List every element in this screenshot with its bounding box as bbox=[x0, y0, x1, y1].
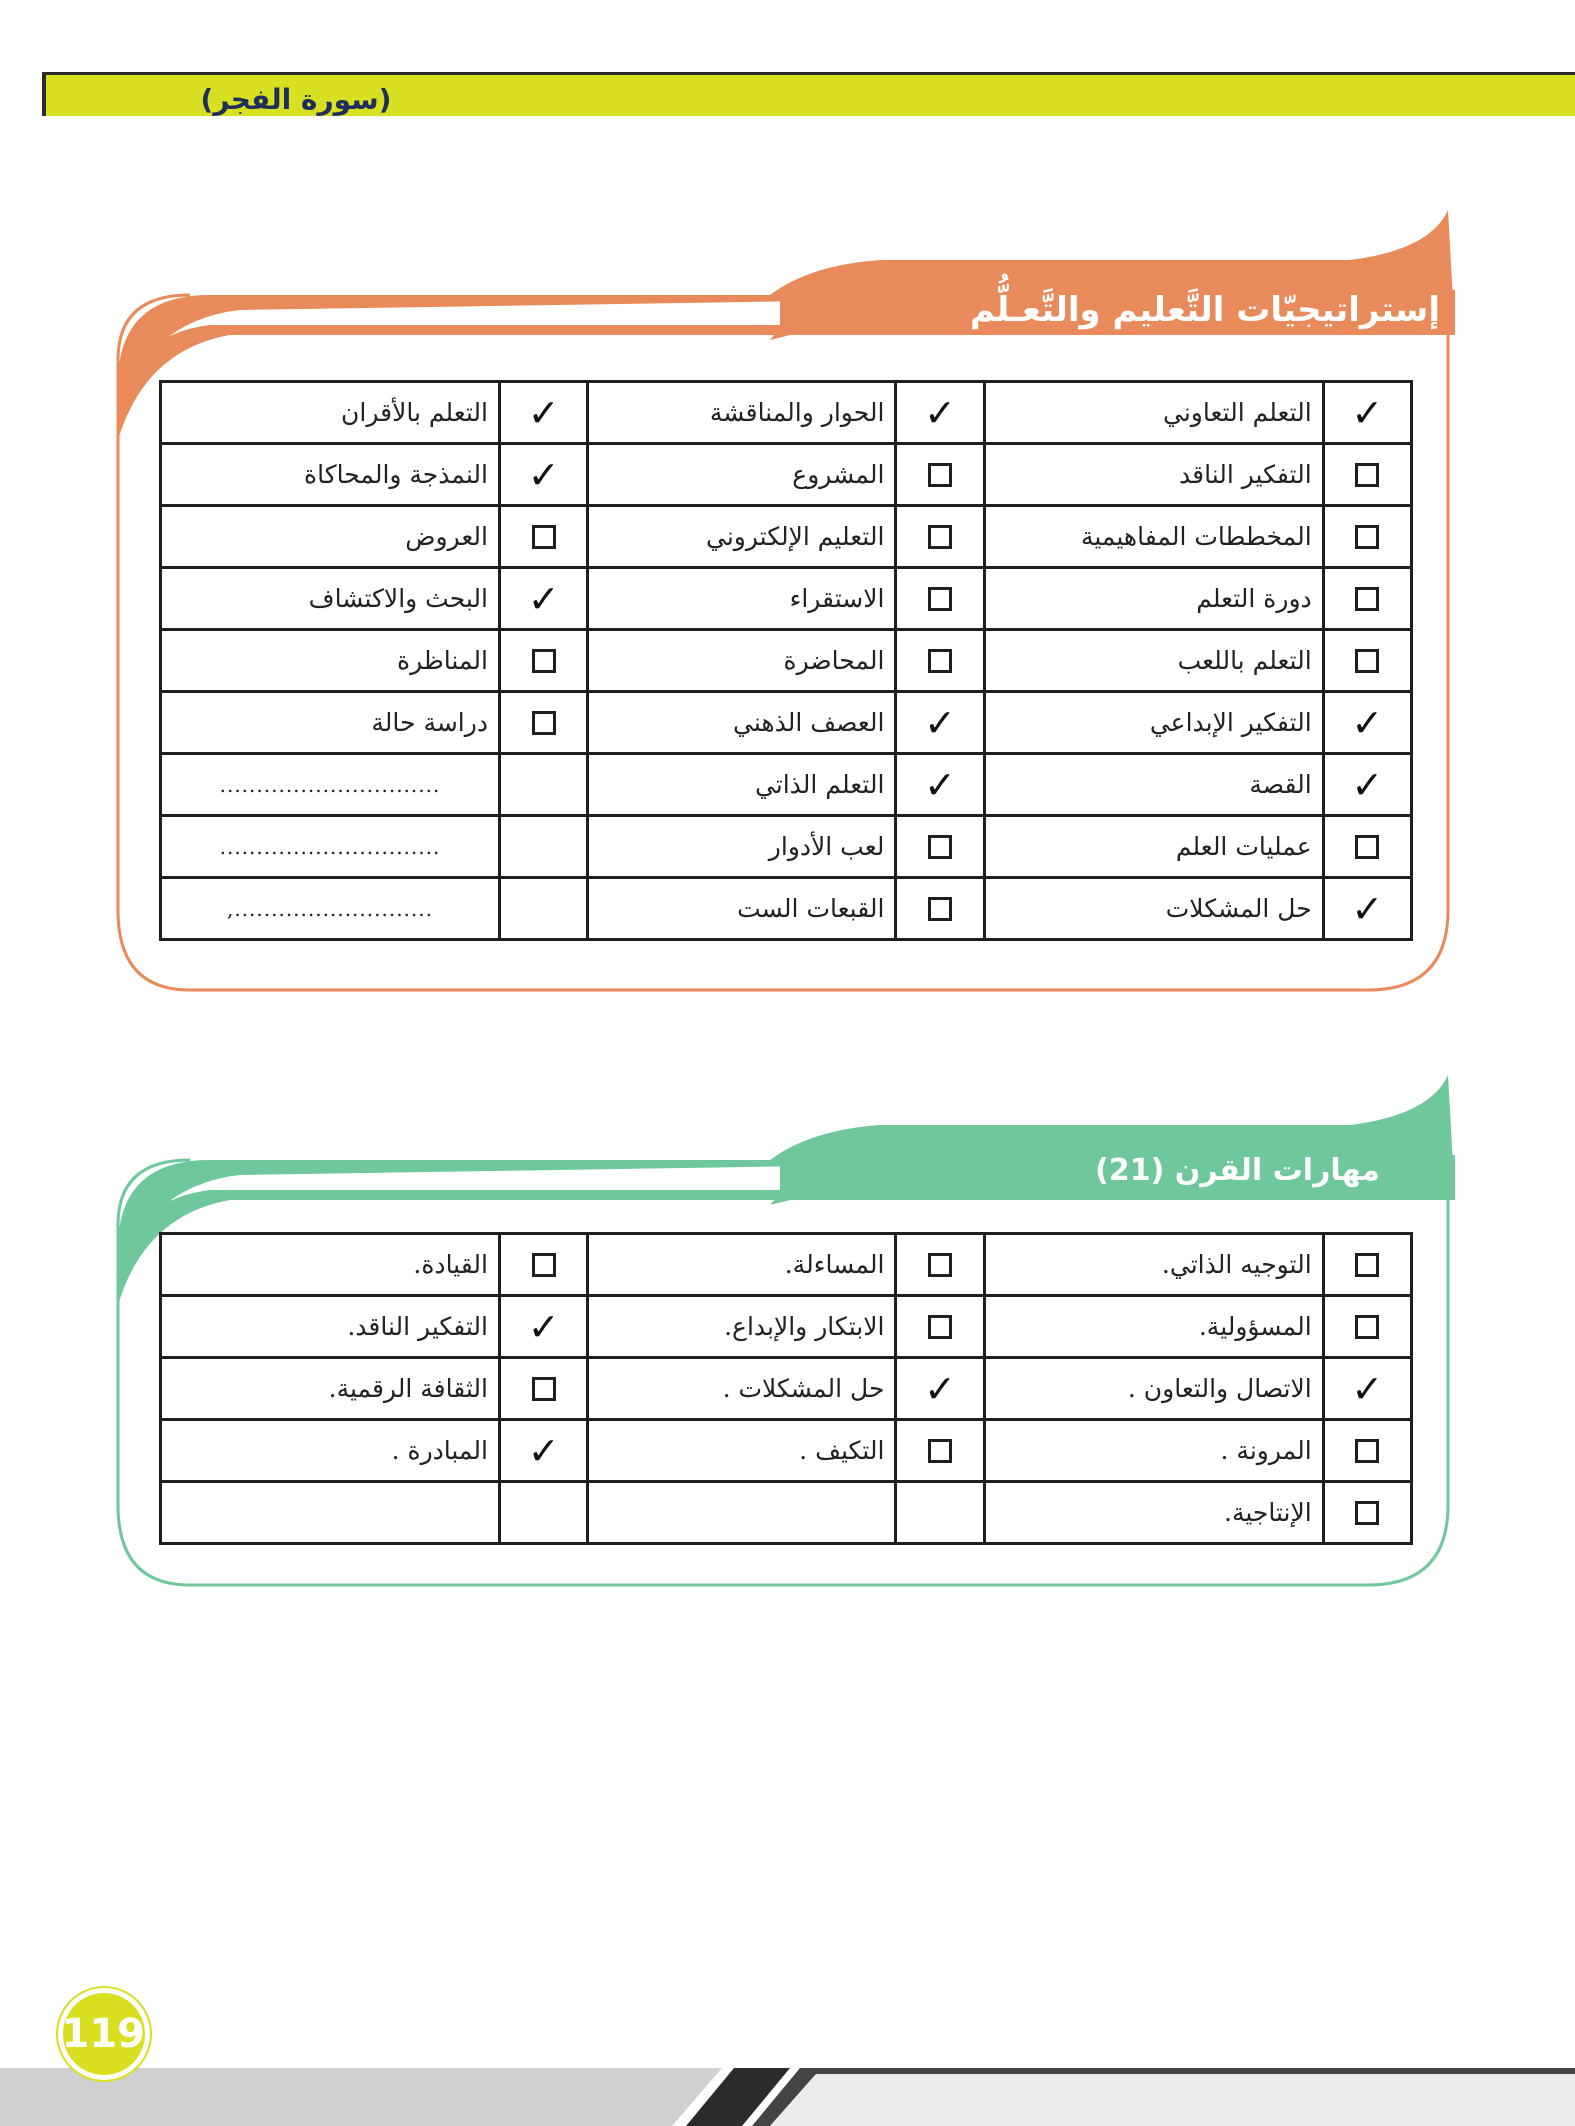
item-label: العصف الذهني bbox=[588, 692, 896, 754]
checkbox-cell[interactable] bbox=[1323, 878, 1411, 940]
checkbox-cell[interactable] bbox=[1323, 1482, 1411, 1544]
empty-checkbox-icon[interactable] bbox=[532, 1253, 556, 1277]
item-label: التعلم باللعب bbox=[984, 630, 1323, 692]
checkbox-cell[interactable] bbox=[896, 1234, 984, 1296]
empty-checkbox-icon[interactable] bbox=[1355, 1253, 1379, 1277]
item-label: التوجيه الذاتي. bbox=[984, 1234, 1323, 1296]
checkbox-cell[interactable] bbox=[896, 816, 984, 878]
checkbox-cell[interactable] bbox=[896, 754, 984, 816]
item-label: الابتكار والإبداع. bbox=[588, 1296, 896, 1358]
checkbox-cell[interactable] bbox=[499, 692, 587, 754]
empty-checkbox-icon[interactable] bbox=[928, 1315, 952, 1339]
table-row bbox=[161, 692, 1412, 754]
checkbox-cell bbox=[896, 1482, 984, 1544]
empty-checkbox-icon[interactable] bbox=[1355, 525, 1379, 549]
skills-section bbox=[110, 1075, 1460, 1595]
item-label: التعلم الذاتي bbox=[588, 754, 896, 816]
item-label: المخططات المفاهيمية bbox=[984, 506, 1323, 568]
empty-checkbox-icon[interactable] bbox=[1355, 1315, 1379, 1339]
item-label: المحاضرة bbox=[588, 630, 896, 692]
checkmark-icon[interactable]: ✓ bbox=[527, 452, 560, 497]
checkbox-cell[interactable] bbox=[896, 630, 984, 692]
item-label: .............................. bbox=[161, 754, 500, 816]
checkbox-cell bbox=[499, 1482, 587, 1544]
checkbox-cell[interactable] bbox=[896, 1358, 984, 1420]
checkbox-cell[interactable] bbox=[1323, 816, 1411, 878]
item-label: التفكير الإبداعي bbox=[984, 692, 1323, 754]
checkbox-cell[interactable] bbox=[499, 382, 587, 444]
checkbox-cell[interactable] bbox=[499, 1420, 587, 1482]
checkbox-cell[interactable] bbox=[499, 568, 587, 630]
item-label bbox=[161, 1482, 500, 1544]
checkmark-icon[interactable]: ✓ bbox=[1351, 762, 1384, 807]
item-label: البحث والاكتشاف bbox=[161, 568, 500, 630]
checkbox-cell[interactable] bbox=[896, 444, 984, 506]
checkbox-cell[interactable] bbox=[1323, 1358, 1411, 1420]
checkbox-cell[interactable] bbox=[499, 1358, 587, 1420]
empty-checkbox-icon[interactable] bbox=[532, 649, 556, 673]
table-row bbox=[161, 1296, 1412, 1358]
checkbox-cell[interactable] bbox=[1323, 1420, 1411, 1482]
table-row bbox=[161, 816, 1412, 878]
checkbox-cell[interactable] bbox=[499, 630, 587, 692]
table-row bbox=[161, 878, 1412, 940]
checkbox-cell[interactable] bbox=[1323, 754, 1411, 816]
item-label: .............................. bbox=[161, 816, 500, 878]
item-label: التعلم التعاوني bbox=[984, 382, 1323, 444]
item-label: المرونة . bbox=[984, 1420, 1323, 1482]
checkbox-cell[interactable] bbox=[1323, 568, 1411, 630]
checkbox-cell[interactable] bbox=[1323, 444, 1411, 506]
checkbox-cell bbox=[499, 816, 587, 878]
strategies-title: إستراتيجيّات التَّعليم والتَّعـلُّم bbox=[969, 290, 1440, 330]
checkmark-icon[interactable]: ✓ bbox=[527, 1304, 560, 1349]
table-row bbox=[161, 1420, 1412, 1482]
checkbox-cell[interactable] bbox=[896, 1296, 984, 1358]
checkmark-icon[interactable]: ✓ bbox=[527, 390, 560, 435]
empty-checkbox-icon[interactable] bbox=[928, 525, 952, 549]
checkbox-cell[interactable] bbox=[1323, 382, 1411, 444]
empty-checkbox-icon[interactable] bbox=[532, 525, 556, 549]
checkbox-cell[interactable] bbox=[499, 506, 587, 568]
item-label: القبعات الست bbox=[588, 878, 896, 940]
strategies-table bbox=[159, 380, 1413, 941]
item-label: العروض bbox=[161, 506, 500, 568]
empty-checkbox-icon[interactable] bbox=[928, 897, 952, 921]
checkmark-icon[interactable]: ✓ bbox=[924, 1366, 956, 1411]
table-row bbox=[161, 630, 1412, 692]
checkbox-cell bbox=[499, 878, 587, 940]
checkmark-icon[interactable]: ✓ bbox=[1351, 886, 1384, 931]
item-label: التكيف . bbox=[588, 1420, 896, 1482]
checkbox-cell[interactable] bbox=[1323, 506, 1411, 568]
table-row bbox=[161, 754, 1412, 816]
item-label: المساءلة. bbox=[588, 1234, 896, 1296]
checkbox-cell[interactable] bbox=[1323, 630, 1411, 692]
item-label: القصة bbox=[984, 754, 1323, 816]
item-label: عمليات العلم bbox=[984, 816, 1323, 878]
surah-title: (سورة الفجر) bbox=[200, 83, 392, 116]
item-label: حل المشكلات . bbox=[588, 1358, 896, 1420]
checkmark-icon[interactable]: ✓ bbox=[1351, 700, 1384, 745]
item-label: المبادرة . bbox=[161, 1420, 500, 1482]
item-label: المسؤولية. bbox=[984, 1296, 1323, 1358]
empty-checkbox-icon[interactable] bbox=[928, 649, 952, 673]
checkmark-icon[interactable]: ✓ bbox=[924, 762, 956, 807]
item-label: حل المشكلات bbox=[984, 878, 1323, 940]
empty-checkbox-icon[interactable] bbox=[1355, 1501, 1379, 1525]
checkbox-cell[interactable] bbox=[896, 506, 984, 568]
checkmark-icon[interactable]: ✓ bbox=[924, 700, 956, 745]
footer-band bbox=[0, 2060, 1575, 2126]
checkmark-icon[interactable]: ✓ bbox=[527, 1428, 560, 1473]
empty-checkbox-icon[interactable] bbox=[1355, 587, 1379, 611]
table-row bbox=[161, 1234, 1412, 1296]
item-label: التفكير الناقد bbox=[984, 444, 1323, 506]
item-label: المشروع bbox=[588, 444, 896, 506]
item-label: الثقافة الرقمية. bbox=[161, 1358, 500, 1420]
item-label: دراسة حالة bbox=[161, 692, 500, 754]
item-label: دورة التعلم bbox=[984, 568, 1323, 630]
empty-checkbox-icon[interactable] bbox=[1355, 649, 1379, 673]
checkbox-cell[interactable] bbox=[1323, 692, 1411, 754]
item-label: الاتصال والتعاون . bbox=[984, 1358, 1323, 1420]
checkbox-cell[interactable] bbox=[499, 1296, 587, 1358]
checkbox-cell[interactable] bbox=[896, 692, 984, 754]
item-label bbox=[588, 1482, 896, 1544]
strategies-section bbox=[110, 210, 1460, 1000]
item-label: القيادة. bbox=[161, 1234, 500, 1296]
item-label: النمذجة والمحاكاة bbox=[161, 444, 500, 506]
table-row bbox=[161, 444, 1412, 506]
empty-checkbox-icon[interactable] bbox=[928, 587, 952, 611]
empty-checkbox-icon[interactable] bbox=[532, 1377, 556, 1401]
table-row bbox=[161, 382, 1412, 444]
empty-checkbox-icon[interactable] bbox=[928, 463, 952, 487]
item-label: الإنتاجية. bbox=[984, 1482, 1323, 1544]
item-label: التفكير الناقد. bbox=[161, 1296, 500, 1358]
item-label: التعليم الإلكتروني bbox=[588, 506, 896, 568]
checkbox-cell[interactable] bbox=[499, 1234, 587, 1296]
skills-title: مهارات القرن (21) bbox=[1095, 1153, 1380, 1188]
item-label: لعب الأدوار bbox=[588, 816, 896, 878]
table-row bbox=[161, 506, 1412, 568]
item-label: الحوار والمناقشة bbox=[588, 382, 896, 444]
table-row bbox=[161, 1358, 1412, 1420]
skills-table bbox=[159, 1232, 1413, 1545]
checkbox-cell[interactable] bbox=[896, 878, 984, 940]
item-label: المناظرة bbox=[161, 630, 500, 692]
checkbox-cell[interactable] bbox=[896, 568, 984, 630]
checkmark-icon[interactable]: ✓ bbox=[924, 390, 956, 435]
empty-checkbox-icon[interactable] bbox=[532, 711, 556, 735]
checkbox-cell[interactable] bbox=[896, 382, 984, 444]
checkmark-icon[interactable]: ✓ bbox=[1351, 1366, 1384, 1411]
page-number: 119 bbox=[58, 1988, 150, 2080]
empty-checkbox-icon[interactable] bbox=[1355, 835, 1379, 859]
empty-checkbox-icon[interactable] bbox=[928, 835, 952, 859]
checkmark-icon[interactable]: ✓ bbox=[1351, 390, 1384, 435]
empty-checkbox-icon[interactable] bbox=[1355, 463, 1379, 487]
item-label: ..........................., bbox=[161, 878, 500, 940]
item-label: الاستقراء bbox=[588, 568, 896, 630]
empty-checkbox-icon[interactable] bbox=[928, 1253, 952, 1277]
checkbox-cell[interactable] bbox=[499, 444, 587, 506]
empty-checkbox-icon[interactable] bbox=[928, 1439, 952, 1463]
table-row bbox=[161, 568, 1412, 630]
table-row bbox=[161, 1482, 1412, 1544]
checkbox-cell[interactable] bbox=[896, 1420, 984, 1482]
checkbox-cell[interactable] bbox=[1323, 1234, 1411, 1296]
item-label: التعلم بالأقران bbox=[161, 382, 500, 444]
checkbox-cell[interactable] bbox=[1323, 1296, 1411, 1358]
checkmark-icon[interactable]: ✓ bbox=[527, 576, 560, 621]
checkbox-cell bbox=[499, 754, 587, 816]
empty-checkbox-icon[interactable] bbox=[1355, 1439, 1379, 1463]
